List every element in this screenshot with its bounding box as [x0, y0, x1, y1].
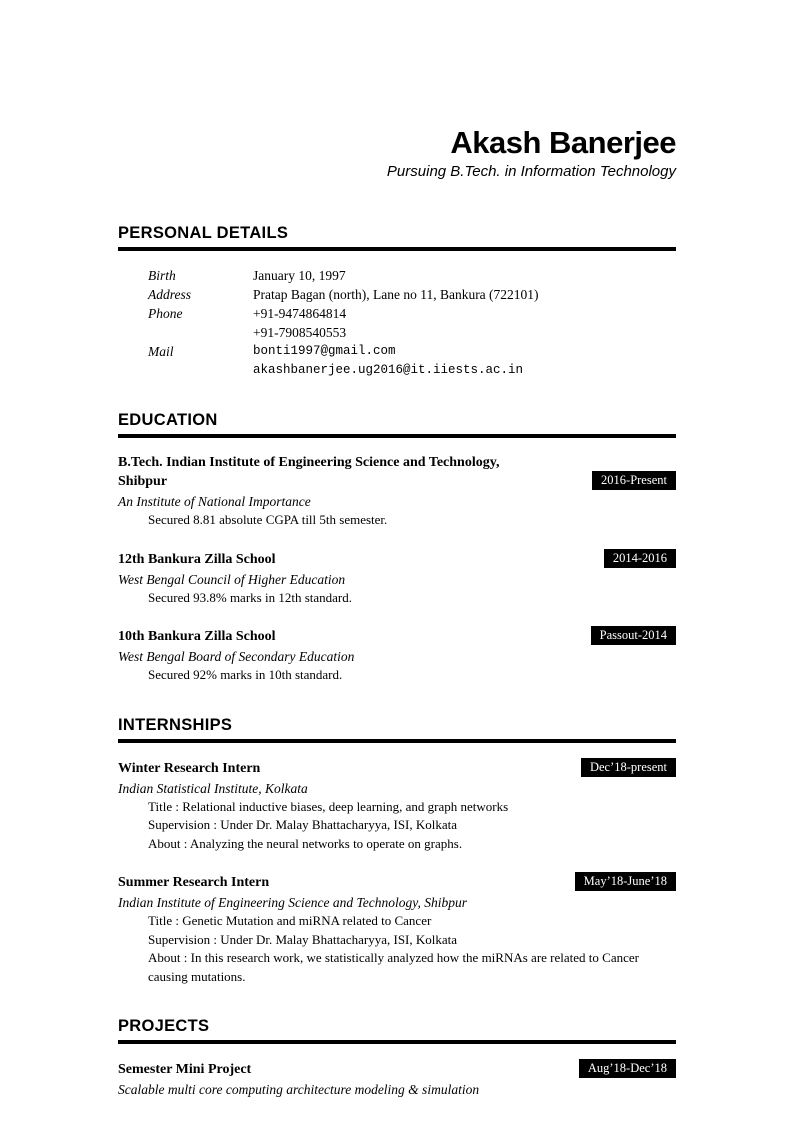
- detail-value: +91-7908540553: [253, 325, 347, 340]
- education-entry: [118, 453, 676, 530]
- entry-heading: Semester Mini Project: [118, 1062, 252, 1077]
- detail-value: +91-9474864814: [253, 306, 347, 321]
- detail-value-email: bonti1997@gmail.com: [253, 344, 396, 358]
- detail-label: Mail: [148, 344, 174, 359]
- entry-subheading: Indian Institute of Engineering Science and Technology, Shibpur: [118, 895, 467, 910]
- entry-detail-line: About : In this research work, we statistically analyzed how the miRNAs are related to Cancer causing mutations.: [148, 950, 639, 984]
- section-personal-details: [118, 223, 676, 380]
- date-badge: 2016-Present: [592, 471, 676, 490]
- personal-details-table: [118, 266, 676, 380]
- entry-heading: Summer Research Intern: [118, 875, 270, 890]
- project-entry: [118, 1059, 676, 1099]
- date-badge: Aug’18-Dec’18: [579, 1059, 676, 1078]
- date-badge: May’18-June’18: [575, 872, 676, 891]
- detail-label: Address: [148, 287, 191, 302]
- detail-label: Birth: [148, 268, 176, 283]
- entry-subheading: West Bengal Council of Higher Education: [118, 571, 346, 587]
- detail-row-phone-2: [118, 323, 676, 342]
- date-badge: Dec’18-present: [581, 758, 676, 777]
- person-subtitle: Pursuing B.Tech. in Information Technology: [386, 163, 676, 180]
- entry-head: [118, 1059, 676, 1079]
- entry-heading: B.Tech. Indian Institute of Engineering Science and Technology, Shibpur: [118, 455, 500, 489]
- detail-row-phone-1: [118, 304, 676, 323]
- entry-detail-line: About : Analyzing the neural networks to operate on graphs.: [148, 835, 463, 851]
- detail-row-birth: [118, 266, 676, 285]
- person-name: Akash Banerjee: [450, 125, 676, 160]
- entry-detail-line: Title : Relational inductive biases, deep learning, and graph networks: [148, 798, 509, 814]
- entry-head: [118, 549, 676, 569]
- section-title-internships: INTERNSHIPS: [118, 715, 676, 743]
- section-title-education: EDUCATION: [118, 410, 676, 438]
- detail-value: Pratap Bagan (north), Lane no 11, Bankura (722101): [253, 287, 539, 302]
- detail-row-mail-2: [118, 361, 676, 380]
- entry-subheading: An Institute of National Importance: [118, 494, 311, 509]
- entry-heading: 12th Bankura Zilla School: [118, 551, 276, 567]
- section-title-projects: PROJECTS: [118, 1016, 676, 1044]
- detail-label: [118, 323, 253, 342]
- internship-entry: [118, 872, 676, 986]
- detail-label: [118, 361, 253, 380]
- entry-subheading: Indian Statistical Institute, Kolkata: [118, 780, 308, 796]
- education-entry: [118, 626, 676, 685]
- entry-subheading: West Bengal Board of Secondary Education: [118, 649, 355, 664]
- detail-row-mail-1: [118, 342, 676, 361]
- resume-content: [118, 0, 676, 1099]
- entry-detail-line: Supervision : Under Dr. Malay Bhattacharyya, ISI, Kolkata: [148, 817, 458, 832]
- internship-entry: [118, 758, 676, 854]
- entry-detail-line: Supervision : Under Dr. Malay Bhattacharyya, ISI, Kolkata: [148, 931, 458, 947]
- section-title-personal-details: PERSONAL DETAILS: [118, 223, 676, 251]
- detail-label: Phone: [148, 306, 183, 321]
- detail-value-email: akashbanerjee.ug2016@it.iiests.ac.in: [253, 363, 524, 377]
- date-badge: 2014-2016: [604, 549, 676, 568]
- entry-detail-line: Title : Genetic Mutation and miRNA related to Cancer: [148, 913, 432, 928]
- header-block: [118, 0, 676, 181]
- entry-subheading: Scalable multi core computing architecture modeling & simulation: [118, 1082, 480, 1097]
- section-education: [118, 410, 676, 685]
- section-internships: [118, 715, 676, 987]
- entry-head: [118, 626, 676, 646]
- entry-heading: 10th Bankura Zilla School: [118, 629, 276, 644]
- section-projects: [118, 1016, 676, 1099]
- entry-detail-line: Secured 93.8% marks in 12th standard.: [148, 589, 352, 605]
- detail-row-address: [118, 285, 676, 304]
- education-entry: [118, 549, 676, 608]
- date-badge: Passout-2014: [591, 626, 676, 645]
- entry-heading: Winter Research Intern: [118, 760, 261, 776]
- entry-head: [118, 453, 676, 491]
- detail-value: January 10, 1997: [253, 268, 346, 283]
- entry-head: [118, 872, 676, 892]
- entry-detail-line: Secured 92% marks in 10th standard.: [148, 667, 343, 682]
- entry-detail-line: Secured 8.81 absolute CGPA till 5th semester.: [148, 512, 388, 527]
- entry-head: [118, 758, 676, 778]
